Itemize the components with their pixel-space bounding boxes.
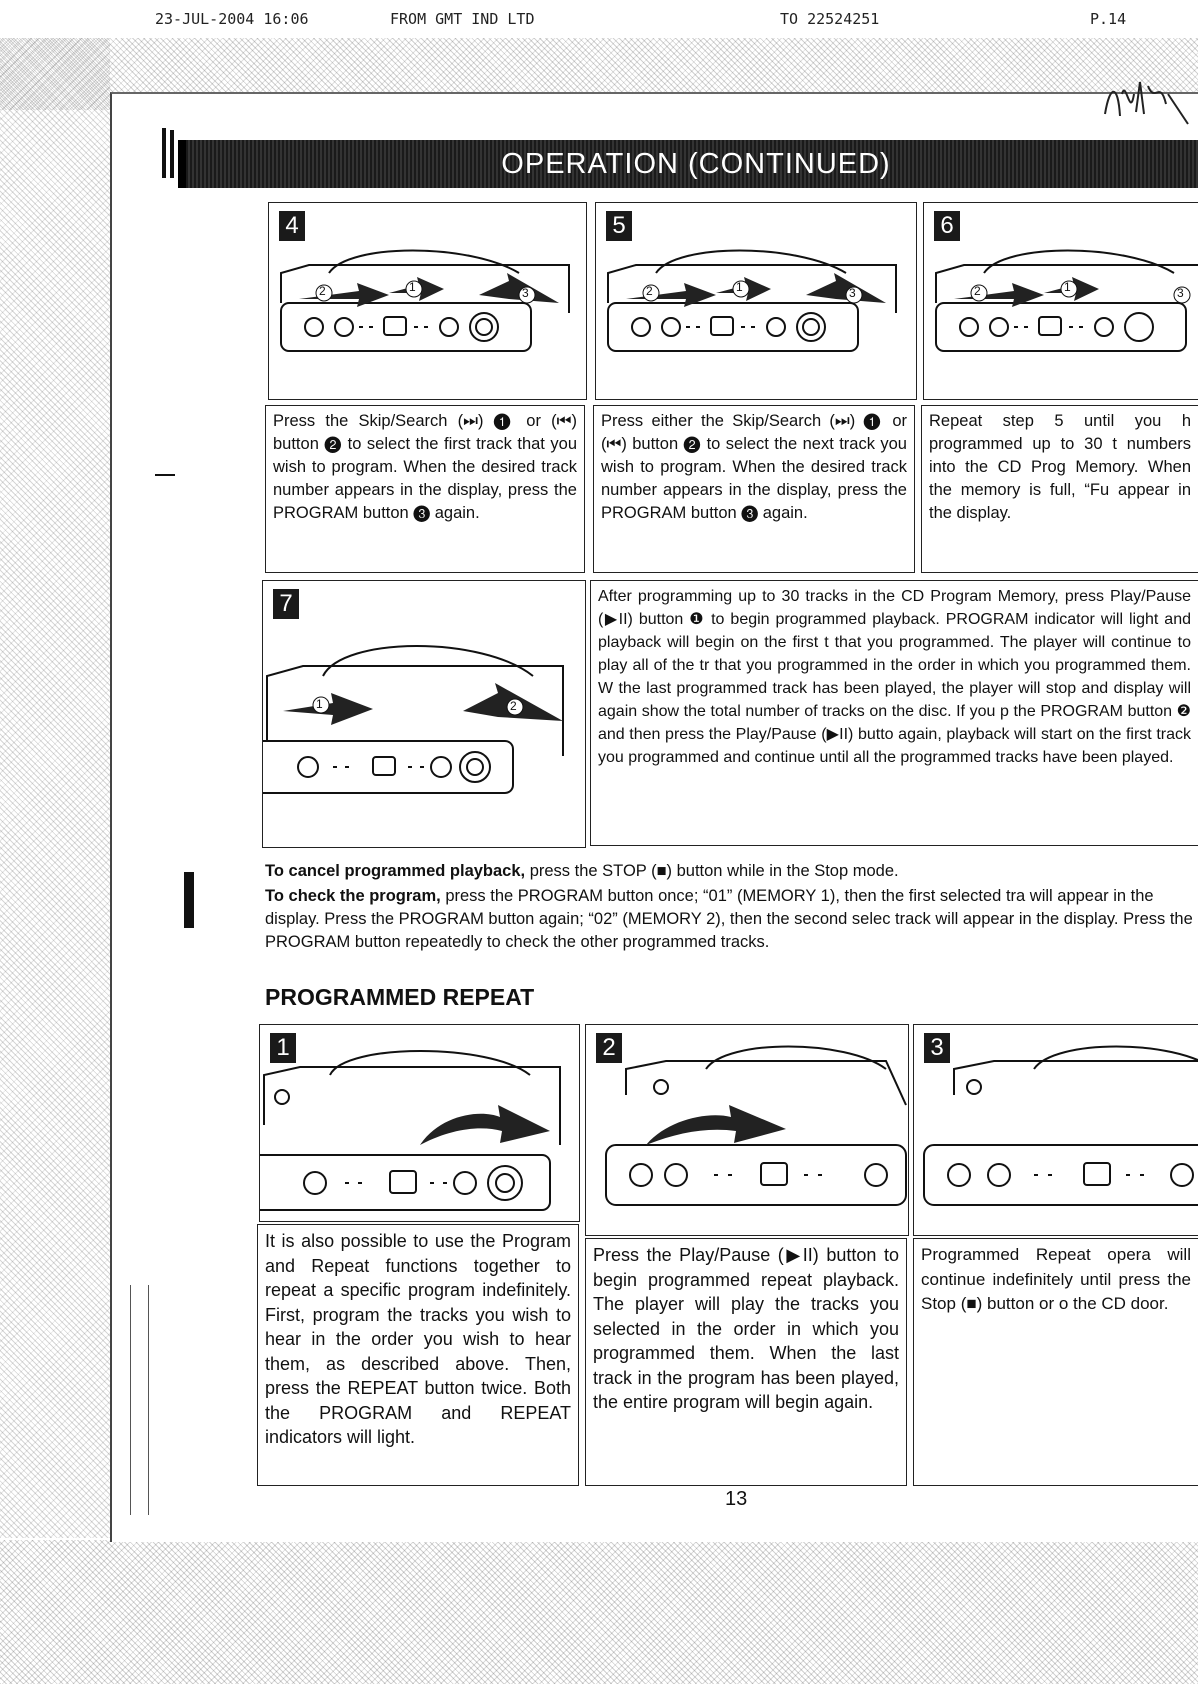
cancel-note-text: press the STOP (■) button while in the Stop mode. — [525, 862, 899, 880]
section-banner — [178, 140, 1198, 188]
callout-1: 1 — [409, 280, 416, 294]
step-6-text: Repeat step 5 until you h programmed up to 30 t numbers into the CD Prog Memory. When the memory is full, “Fu appear in the display. — [921, 405, 1198, 573]
step-number: 6 — [934, 211, 960, 241]
margin-line — [130, 1285, 131, 1515]
step-number: 4 — [279, 211, 305, 241]
step-number: 5 — [606, 211, 632, 241]
callout-3: 3 — [522, 286, 529, 300]
cd-player-illustration — [924, 203, 1198, 399]
repeat-step-2-text: Press the Play/Pause (▶II) button to begin programmed repeat playback. The player will play the tracks you selected in the order in which you programmed them. When the last track in the program has been played, the entire program will begin again. — [585, 1238, 907, 1486]
step-5-text: Press either the Skip/Search (⏭) ❶ or (⏮) button ❷ to select the next track you wish to program. When the desired track number appears in the display, press the PROGRAM button ❸ again. — [593, 405, 915, 573]
fax-to: TO 22524251 — [780, 10, 880, 28]
step-4-illustration — [268, 202, 587, 400]
cd-player-illustration — [260, 1025, 579, 1221]
binding-mark — [170, 130, 174, 178]
callout-1: 1 — [316, 697, 323, 711]
repeat-step-1-text: It is also possible to use the Program and Repeat functions together to repeat a specific program indefinitely. First, program the tracks you wish to hear in the order you wish to hear them, as described above. Then, press the REPEAT button twice. Both the PROGRAM and REPEAT indicators will light. — [257, 1224, 579, 1486]
cancel-note-label: To cancel programmed playback, — [265, 862, 526, 880]
step-number: 2 — [596, 1033, 622, 1063]
callout-1: 1 — [1064, 280, 1071, 294]
binding-mark — [162, 128, 166, 178]
step-number: 3 — [924, 1033, 950, 1063]
cd-player-illustration — [269, 203, 586, 399]
section-title: PROGRAMMED REPEAT — [265, 984, 535, 1010]
fax-page: P.14 — [1090, 10, 1127, 28]
check-note-text: press the PROGRAM button once; “01” (MEMORY 1), then the first selected tra will appear in the display. Press the PROGRAM button again; “02” (MEMORY 2), then the second selec track will appear in the display. Press the PROGRAM button repeatedly to check the other programmed tracks. — [265, 887, 1193, 951]
fax-from: FROM GMT IND LTD — [390, 10, 535, 28]
margin-tick — [155, 474, 175, 476]
callout-3: 3 — [849, 286, 856, 300]
callout-2: 2 — [974, 284, 981, 298]
callout-2: 2 — [510, 699, 517, 713]
handwritten-signature — [1100, 74, 1190, 134]
repeat-step-3-illustration — [913, 1024, 1198, 1236]
repeat-step-1-illustration — [259, 1024, 580, 1222]
fax-header — [0, 10, 1198, 34]
cd-player-illustration — [596, 203, 916, 399]
callout-3: 3 — [1177, 286, 1184, 300]
repeat-step-3-text: Programmed Repeat opera will continue indefinitely until press the Stop (■) button or o the CD door. — [913, 1238, 1198, 1486]
margin-line — [148, 1285, 149, 1515]
side-index-tab — [184, 872, 194, 928]
step-4-text: Press the Skip/Search (⏭) ❶ or (⏮) button ❷ to select the first track that you wish to program. When the desired track number appears in the display, press the PROGRAM button ❸ again. — [265, 405, 585, 573]
step-number: 1 — [270, 1033, 296, 1063]
step-6-illustration — [923, 202, 1198, 400]
callout-1: 1 — [736, 280, 743, 294]
repeat-step-2-illustration — [585, 1024, 909, 1236]
cancel-note — [265, 860, 1198, 883]
callout-2: 2 — [646, 284, 653, 298]
scan-noise-bottom — [0, 1540, 1198, 1684]
check-note — [265, 885, 1198, 977]
step-number: 7 — [273, 589, 299, 619]
cd-player-illustration — [586, 1025, 908, 1235]
scan-noise-left — [0, 38, 110, 1538]
cd-player-illustration — [263, 581, 585, 847]
cd-player-illustration — [914, 1025, 1198, 1235]
check-note-label: To check the program, — [265, 887, 441, 905]
step-7-text: After programming up to 30 tracks in the CD Program Memory, press Play/Pause (▶II) button ❶ to begin programmed playback. PROGRAM indicator will light and playback will begin on the first t that you programmed. The player will continue to play all of the tr that you programmed in the order in which you programmed them. W the last programmed track has been played, the player will stop and display will again show the total number of tracks on the disc. If you p the PROGRAM button ❷ and then press the Play/Pause (▶II) butto again, playback will start on the first track you programmed and continue until all the programmed tracks have been played. — [590, 580, 1198, 846]
fax-date-time: 23-JUL-2004 16:06 — [155, 10, 309, 28]
callout-2: 2 — [319, 284, 326, 298]
step-5-illustration — [595, 202, 917, 400]
banner-title: OPERATION (CONTINUED) — [501, 147, 891, 180]
step-7-illustration — [262, 580, 586, 848]
page-number: 13 — [725, 1488, 748, 1510]
